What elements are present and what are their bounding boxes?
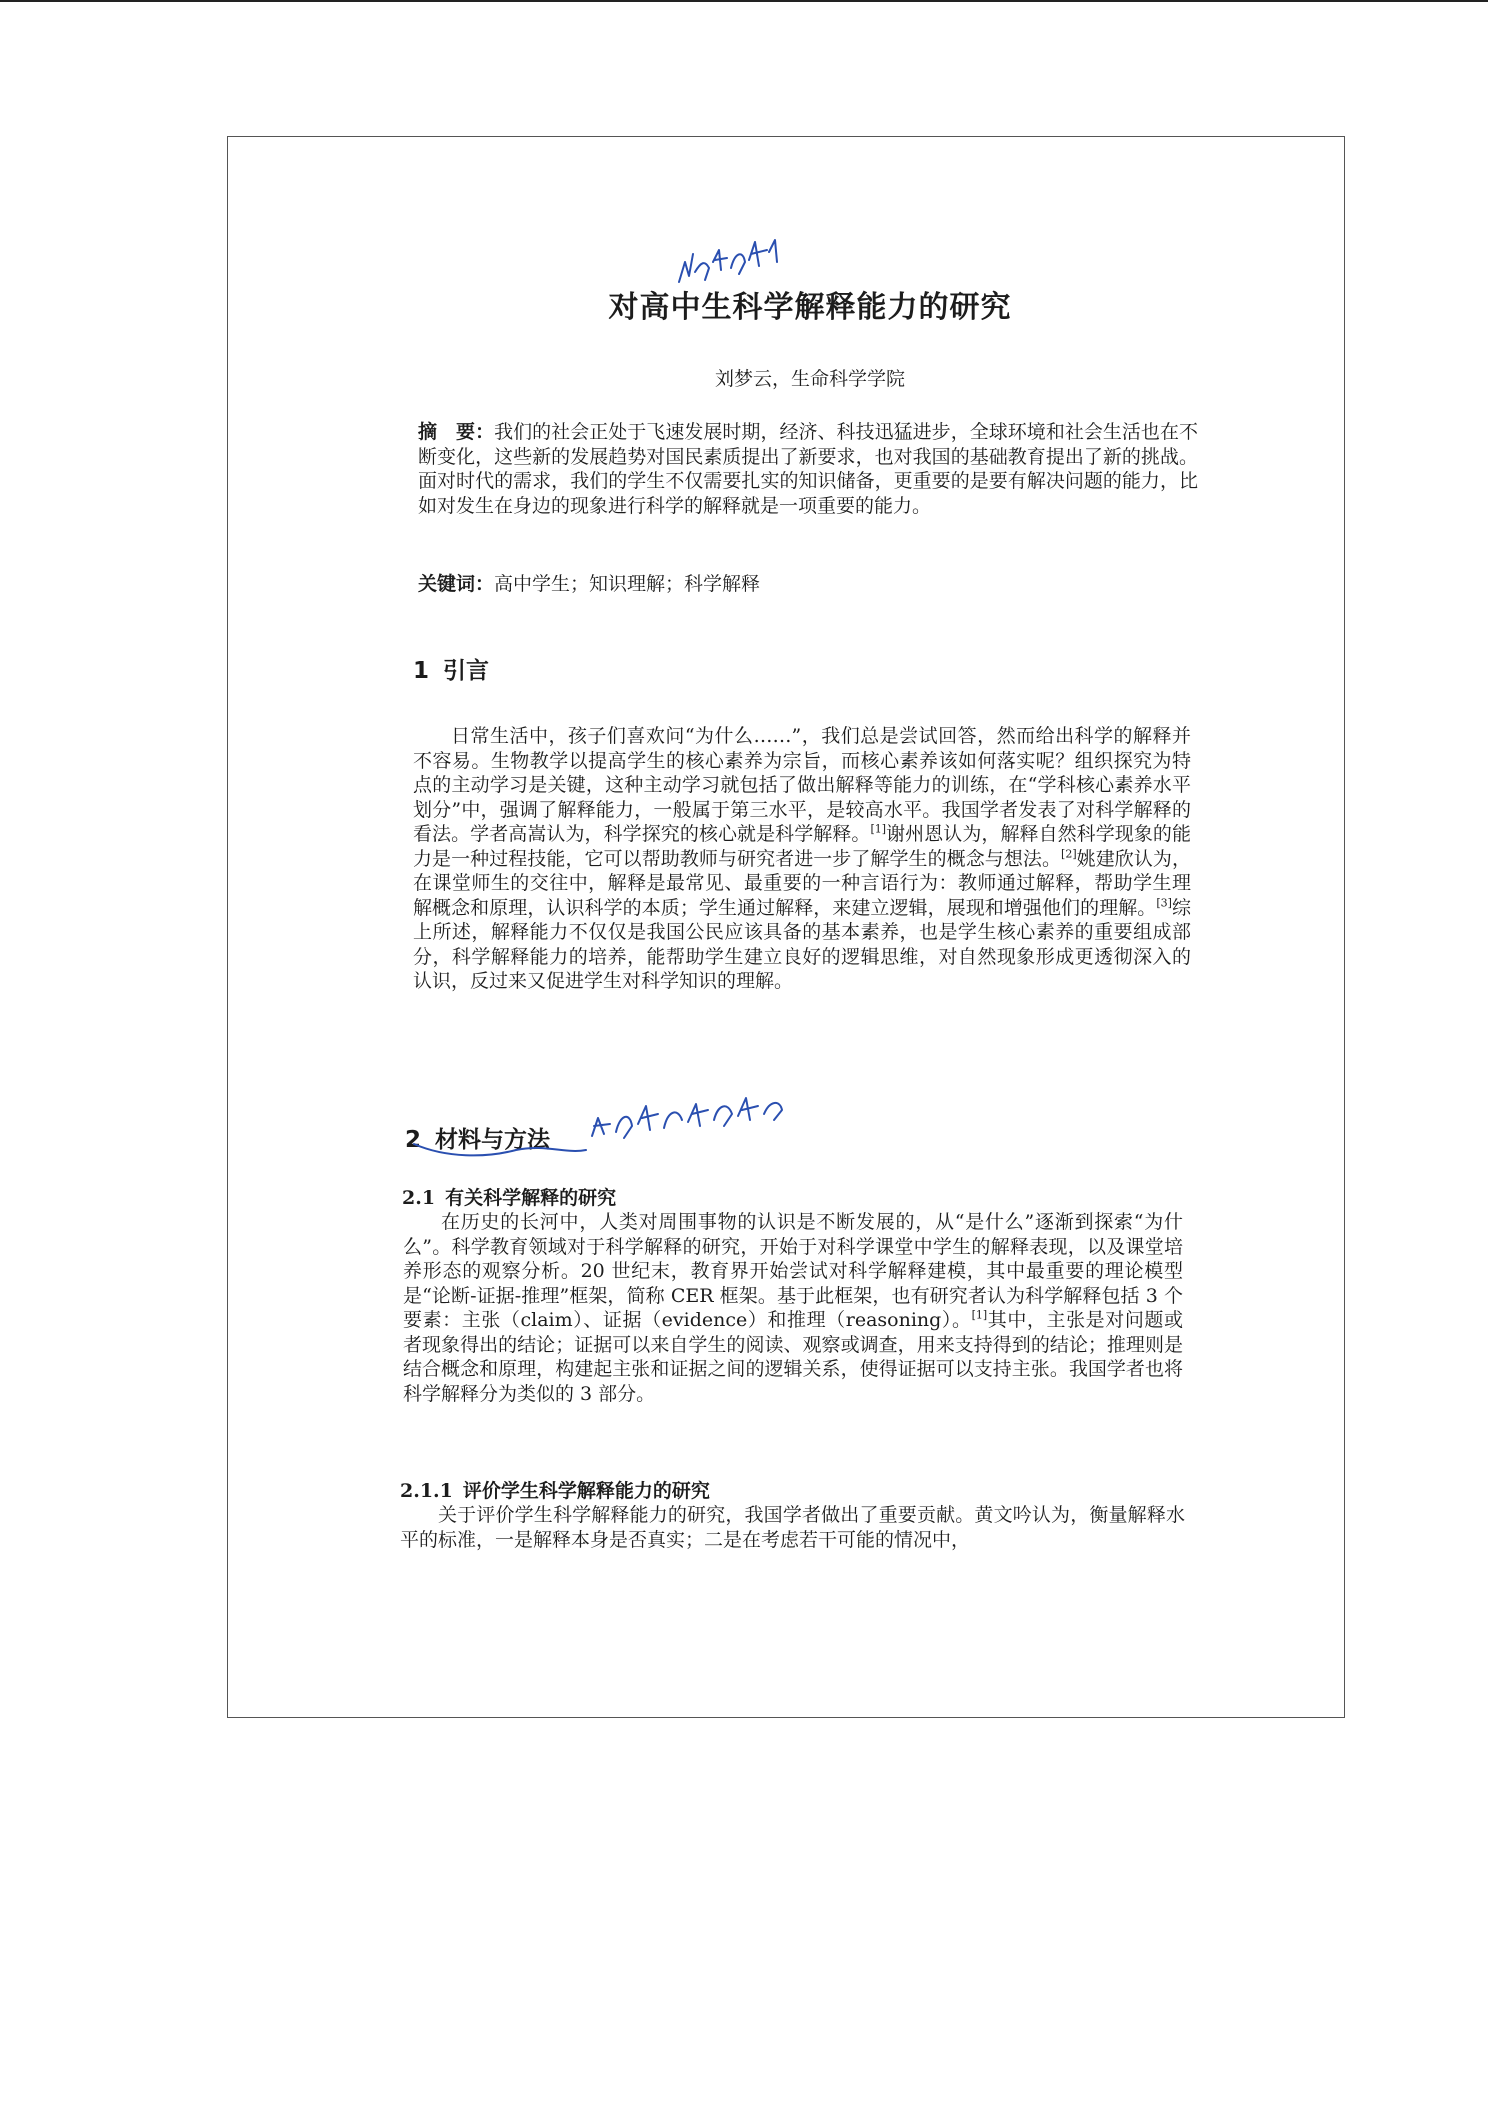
section-2-title: 材料与方法 xyxy=(435,1127,551,1153)
abstract xyxy=(418,420,1198,518)
sub21-text-1: 在历史的长河中，人类对周围事物的认识是不断发展的，从“是什么”逐渐到探索“为什么”。科学教育领域对于科学解释的研究，开始于对科学课堂中学生的解释表现，以及课堂培养形态的观察分析。20 世纪末，教育界开始尝试对科学解释建模，其中最重要的理论模型是“论断-证据-推理”框架，简称 CER 框架。基于此框架，也有研究者认为科学解释包括 3 个要素：主张（claim）、证据（evidence）和推理（reasoning）。 xyxy=(403,1211,1183,1331)
keywords xyxy=(418,569,1198,596)
intro-text-3: 姚建欣认为，在课堂师生的交往中，解释是最常见、最重要的一种言语行为：教师通过解释，帮助学生理解概念和原理，认识科学的本质；学生通过解释，来建立逻辑，展现和增强他们的理解。 xyxy=(413,847,1191,919)
citation-4: [1] xyxy=(971,1308,988,1322)
subsection-2-1-heading xyxy=(402,1183,616,1210)
keywords-label: 关键词： xyxy=(418,573,495,595)
subsection-2-1-1-title: 评价学生科学解释能力的研究 xyxy=(462,1480,710,1502)
section-2-number: 2 xyxy=(405,1127,422,1153)
section-1-heading xyxy=(413,652,489,685)
intro-text-4: 综上所述，解释能力不仅仅是我国公民应该具备的基本素养，也是学生核心素养的重要组成部分，科学解释能力的培养，能帮助学生建立良好的逻辑思维，对自然现象形成更透彻深入的认识，反过来又促进学生对科学知识的理解。 xyxy=(413,896,1191,992)
citation-2: [2] xyxy=(1061,847,1077,861)
subsection-2-1-1-number: 2.1.1 xyxy=(400,1480,453,1502)
paper-title: 对高中生科学解释能力的研究 xyxy=(608,290,1012,325)
section-1-number: 1 xyxy=(413,658,430,684)
subsection-2-1-1-paragraph: 关于评价学生科学解释能力的研究，我国学者做出了重要贡献。黄文吟认为，衡量解释水平的标准，一是解释本身是否真实；二是在考虑若干可能的情况中， xyxy=(400,1504,1185,1551)
section-1-title: 引言 xyxy=(443,658,490,684)
introduction-paragraph xyxy=(413,724,1191,994)
citation-1: [1] xyxy=(870,822,887,836)
abstract-label: 摘 要： xyxy=(418,421,495,443)
intro-text-2: 谢州恩认为，解释自然科学现象的能力是一种过程技能，它可以帮助教师与研究者进一步了解学生的概念与想法。 xyxy=(413,823,1191,870)
subsection-2-1-title: 有关科学解释的研究 xyxy=(445,1187,617,1209)
citation-3: [3] xyxy=(1156,896,1172,910)
sub21-text-2: 其中，主张是对问题或者现象得出的结论；证据可以来自学生的阅读、观察或调查，用来支持得到的结论；推理则是结合概念和原理，构建起主张和证据之间的逻辑关系，使得证据可以支持主张。我国学者也将科学解释分为类似的 3 部分。 xyxy=(403,1309,1183,1405)
subsection-2-1-paragraph xyxy=(403,1210,1183,1406)
keywords-text: 高中学生；知识理解；科学解释 xyxy=(494,573,761,595)
subsection-2-1-number: 2.1 xyxy=(402,1187,436,1209)
subsection-2-1-1-heading xyxy=(400,1476,710,1503)
author-line: 刘梦云，生命科学学院 xyxy=(714,368,905,390)
section-2-heading xyxy=(405,1121,550,1154)
abstract-text: 我们的社会正处于飞速发展时期，经济、科技迅猛进步，全球环境和社会生活也在不断变化，这些新的发展趋势对国民素质提出了新要求，也对我国的基础教育提出了新的挑战。面对时代的需求，我们的学生不仅需要扎实的知识储备，更重要的是要有解决问题的能力，比如对发生在身边的现象进行科学的解释就是一项重要的能力。 xyxy=(418,421,1198,517)
intro-text-1: 日常生活中，孩子们喜欢问“为什么……”，我们总是尝试回答，然而给出科学的解释并不容易。生物教学以提高学生的核心素养为宗旨，而核心素养该如何落实呢？组织探究为特点的主动学习是关键，这种主动学习就包括了做出解释等能力的训练，在“学科核心素养水平划分”中，强调了解释能力，一般属于第三水平，是较高水平。我国学者发表了对科学解释的看法。学者高嵩认为，科学探究的核心就是科学解释。 xyxy=(413,725,1191,845)
